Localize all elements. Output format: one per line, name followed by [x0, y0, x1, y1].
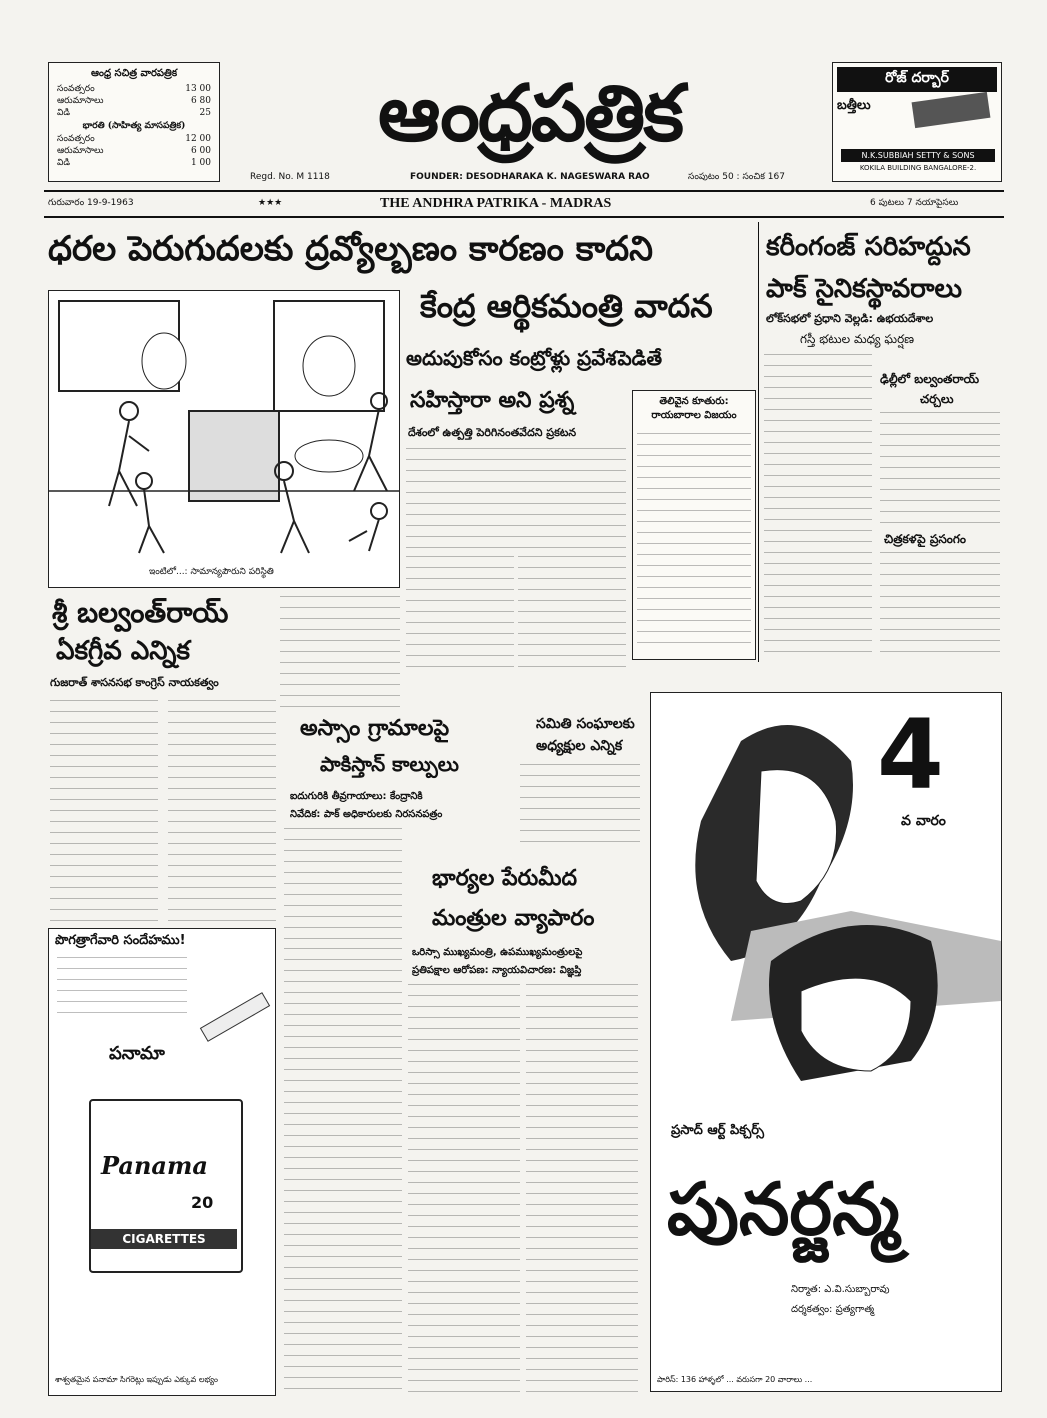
movie-studio: ప్రసాద్ ఆర్ట్ పిక్చర్స్ — [671, 1123, 764, 1138]
top-ad-product: బత్తీలు — [837, 98, 871, 113]
panama-pack-sub: CIGARETTES — [91, 1229, 237, 1249]
delhi-text — [880, 412, 1000, 524]
main-story-text-2 — [406, 556, 514, 674]
main-story-text — [406, 448, 626, 548]
border-headline: కరీంగంజ్ సరిహద్దున — [766, 232, 971, 262]
top-rule-2 — [44, 216, 1004, 218]
sub-headline-3: దేశంలో ఉత్పత్తి పెరిగినంతవేదని ప్రకటన — [408, 426, 577, 439]
panama-ad — [48, 928, 276, 1396]
border-headline-4: గస్తీ భటుల మధ్య ఘర్షణ — [800, 332, 915, 346]
main-headline-2: కేంద్ర ఆర్థికమంత్రి వాదన — [420, 287, 713, 325]
panama-pack — [89, 1099, 243, 1273]
pages: 6 పుటలు 7 నయాపైసలు — [870, 198, 959, 208]
samiti-text — [520, 764, 640, 850]
wives-headline-4: ప్రతిపక్షాల ఆరోపణ: న్యాయవిచారణ: విజ్ఞప్తి — [412, 965, 582, 976]
assam-headline: అస్సాం గ్రామాలపై — [300, 716, 450, 741]
movie-poster-art — [651, 701, 1001, 1081]
balwant-headline: శ్రీ బల్వంత్‌రాయ్ — [52, 596, 229, 629]
volume: సంపుటం 50 : సంచిక 167 — [688, 172, 785, 182]
panama-text — [57, 957, 187, 1021]
sub-headline: అదుపుకోసం కంట్రోళ్లు ప్రవేశపెడితే — [406, 346, 663, 370]
cartoon — [48, 290, 400, 588]
top-ad-brand: రోజ్ దర్బార్ — [837, 67, 997, 92]
stars: ★★★ — [258, 198, 283, 208]
founder: FOUNDER: DESODHARAKA K. NAGESWARA RAO — [410, 172, 650, 182]
panama-pack-num: 20 — [191, 1193, 214, 1212]
sub-row: సంవత్సరం 12 00 — [57, 134, 211, 144]
top-ad-maker: N.K.SUBBIAH SETTY & SONS — [841, 149, 995, 162]
movie-week-number: 4 — [877, 699, 944, 811]
top-rule — [44, 190, 1004, 192]
movie-title: పునర్జన్మ — [667, 1167, 900, 1251]
victory-text — [637, 433, 751, 653]
samiti-headline: సమితి సంఘాలకు — [536, 716, 635, 732]
english-title: THE ANDHRA PATRIKA - MADRAS — [380, 196, 612, 211]
chitra-text — [880, 552, 1000, 652]
assam-headline-4: నివేదిక: పాక్ అధికారులకు నిరసనపత్రం — [290, 809, 443, 820]
sub-row: విడి 25 — [57, 108, 211, 118]
victory-box — [632, 390, 756, 660]
wives-headline-2: మంత్రుల వ్యాపారం — [432, 906, 595, 931]
movie-producer: నిర్మాత: ఎ.వి.సుబ్బారావు — [791, 1284, 890, 1295]
subscription-title: ఆంధ్ర సచిత్ర వారపత్రిక — [90, 68, 178, 79]
movie-ad — [650, 692, 1002, 1392]
wives-headline: భార్యల పేరుమీద — [432, 866, 578, 891]
panama-footer: శాశ్వతమైన పనామా సిగరెట్లు ఇప్పుడు ఎక్కువ లభ్యం — [55, 1375, 218, 1384]
sub-row: ఆరుమాసాలు 6 00 — [57, 146, 211, 156]
top-ad — [832, 62, 1002, 182]
panama-name: పనామా — [109, 1043, 165, 1064]
border-headline-3: లోక్‌సభలో ప్రధాని వెల్లడి: ఉభయదేశాల — [766, 312, 934, 325]
subscription-box — [48, 62, 220, 182]
delhi-headline: ఢిల్లీలో బల్వంతరాయ్ — [880, 372, 980, 386]
center-story-text — [284, 948, 402, 1394]
cartoon-caption: ఇంటిలో...: సామాన్యపౌరుని పరిస్థితి — [149, 567, 274, 577]
wives-text-2 — [526, 984, 638, 1394]
center-left-text — [280, 596, 400, 708]
sub-row: ఆరుమాసాలు 6 80 — [57, 96, 211, 106]
cartoon-drawing — [49, 291, 399, 561]
movie-director: దర్శకత్వం: ప్రత్యగాత్మ — [791, 1304, 875, 1315]
main-headline: ధరల పెరుగుదలకు ద్రవ్యోల్బణం కారణం కాదని — [48, 229, 654, 269]
wives-text — [408, 984, 520, 1394]
assam-headline-2: పాకిస్తాన్ కాల్పులు — [320, 752, 459, 776]
balwant-headline-3: గుజరాత్ శాసనసభ కాంగ్రెస్ నాయకత్వం — [50, 676, 219, 689]
panama-headline: పొగత్రాగేవారి సందేహము! — [55, 933, 186, 948]
col-rule — [758, 222, 759, 662]
victory-headline: తెలివైన కూతురు: రాయబారాల విజయం — [651, 396, 737, 421]
chitra-headline: చిత్రకళపై ప్రసంగం — [884, 532, 966, 546]
date: గురువారం 19-9-1963 — [48, 198, 134, 208]
panama-pack-name: Panama — [101, 1151, 208, 1180]
border-story-text — [764, 354, 872, 654]
balwant-text — [50, 700, 158, 922]
movie-week-label: వ వారం — [901, 813, 946, 829]
samiti-headline-2: అధ్యక్షుల ఎన్నిక — [536, 738, 623, 754]
sub-row: సంవత్సరం 13 00 — [57, 84, 211, 94]
subscription-subtitle: భారతి (సాహిత్య మాసపత్రిక) — [82, 121, 186, 131]
cigarette-icon — [200, 992, 270, 1042]
regd-number: Regd. No. M 1118 — [250, 172, 330, 182]
wives-headline-3: ఒరిస్సా ముఖ్యమంత్రి, ఉపముఖ్యమంత్రులపై — [412, 947, 583, 958]
sub-row: విడి 1 00 — [57, 158, 211, 168]
movie-footer: పారిస్: 136 హాళ్ళలో ... వరుసగా 20 వారాలు ... — [657, 1375, 813, 1384]
delhi-headline-2: చర్చలు — [920, 392, 954, 406]
top-ad-address: KOKILA BUILDING BANGALORE-2. — [859, 164, 977, 172]
balwant-headline-2: ఏకగ్రీవ ఎన్నిక — [56, 636, 190, 666]
assam-headline-3: ఐదుగురికి తీవ్రగాయాలు: కేంద్రానికి — [290, 791, 423, 802]
balwant-text-2 — [168, 700, 276, 922]
main-story-text-3 — [518, 556, 626, 674]
assam-text — [284, 828, 402, 940]
border-headline-2: పాక్ సైనికస్థావరాలు — [766, 274, 962, 304]
masthead-title: ఆంధ్రపత్రిక — [377, 69, 683, 159]
sub-headline-2: సహిస్తారా అని ప్రశ్న — [410, 388, 575, 413]
